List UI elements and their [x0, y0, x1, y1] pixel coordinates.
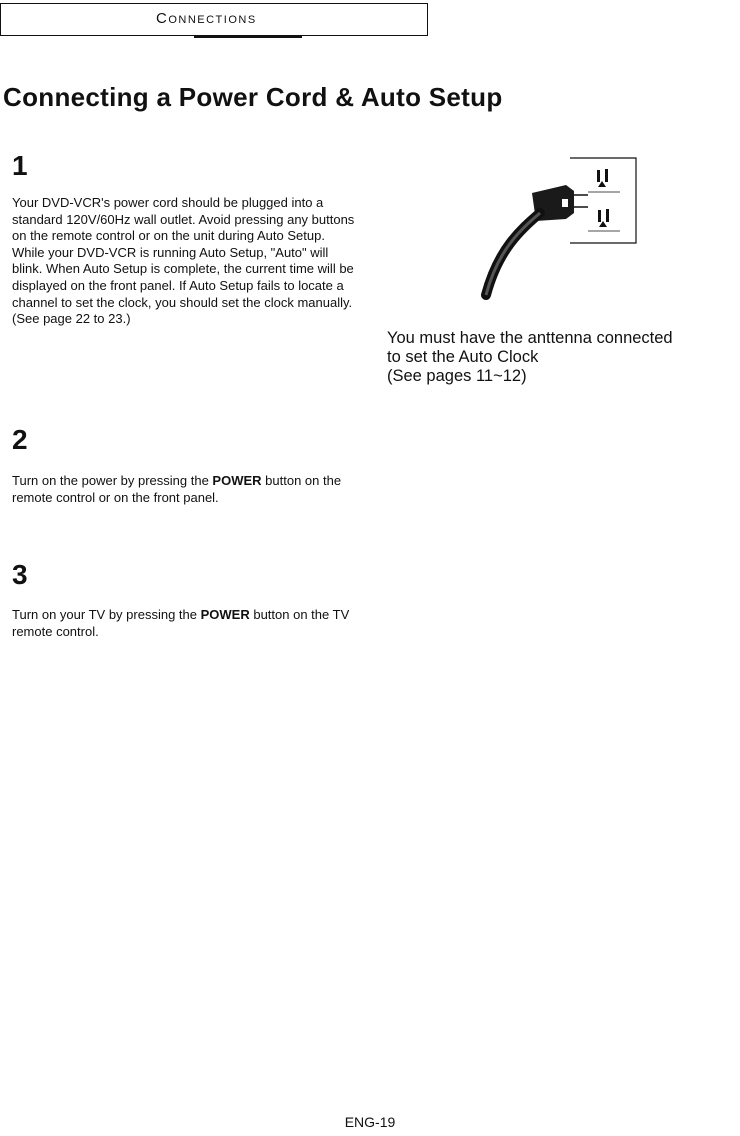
note-line-3: (See pages 11~12) — [387, 367, 527, 385]
step-3-text-start: Turn on your TV by pressing the — [12, 607, 201, 622]
step-1-number: 1 — [12, 150, 28, 181]
step-2-text — [12, 473, 357, 506]
section-label: Connections — [156, 10, 257, 27]
page-title: Connecting a Power Cord & Auto Setup — [3, 82, 503, 112]
step-2-text-start: Turn on the power by pressing the — [12, 473, 213, 488]
step-2-number: 2 — [12, 424, 28, 455]
page-number: ENG-19 — [344, 1114, 396, 1130]
section-header-tab — [0, 3, 428, 36]
step-3-number: 3 — [12, 559, 28, 590]
step-3-text-end: button on the TV remote control. — [12, 607, 350, 639]
step-3-text — [12, 607, 357, 640]
power-plug-wall-outlet-icon — [470, 155, 640, 305]
section-tab-underline — [194, 35, 302, 38]
step-3-power-keyword: POWER — [200, 607, 250, 622]
note-line-2: to set the Auto Clock — [387, 348, 539, 366]
note-line-1: You must have the anttenna connected — [387, 329, 673, 347]
step-1-text: Your DVD-VCR's power cord should be plugged into a standard 120V/60Hz wall outlet. Avoid pressing any buttons on the remote control or on the unit during Auto Setup. While your DVD-VCR is running Auto Setup, "Auto" will blink. When Auto Setup is complete, the current time will be displayed on the front panel. If Auto Setup fails to locate a channel to set the clock, you should set the clock manually. (See page 22 to 23.) — [12, 195, 355, 327]
step-2-text-end: button on the remote control or on the front panel. — [12, 473, 342, 505]
auto-clock-note — [387, 329, 740, 386]
step-2-power-keyword: POWER — [212, 473, 262, 488]
